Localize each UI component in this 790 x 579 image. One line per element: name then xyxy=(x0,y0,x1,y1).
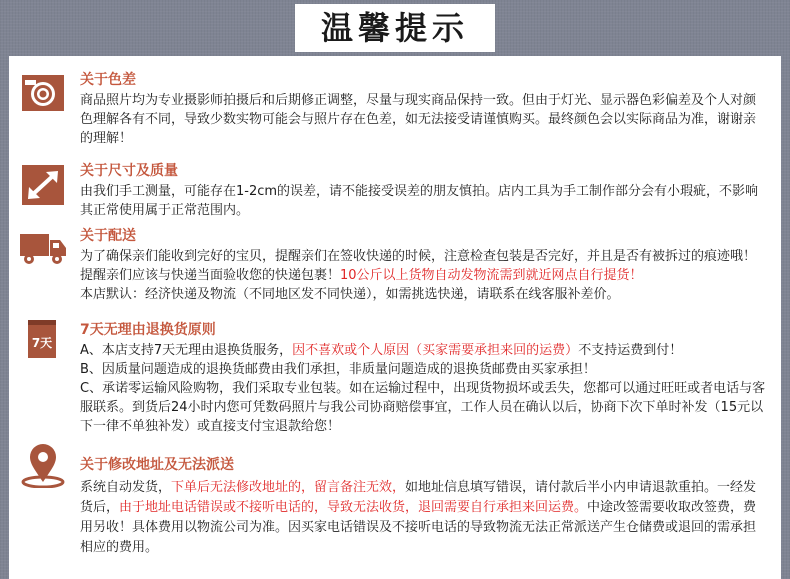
title-banner xyxy=(0,0,790,56)
section-heading: 关于色差 xyxy=(80,72,136,88)
delivery-truck-icon xyxy=(19,224,67,270)
section-text xyxy=(80,247,766,304)
measure-arrow-icon xyxy=(19,162,67,208)
return-rule-a: A、本店支持7天无理由退换货服务， xyxy=(80,343,293,358)
delivery-default: 本店默认：经济快递及物流（不同地区发不同快递），如需挑选快递，请联系在线客服补差价。 xyxy=(80,287,620,302)
address-note-3: 中途改签需要收取改签费，费用另收！具体费用以物流公司为准。因买家电话错误及不接听电话的导致物流无法正常派送产生仓储费或退回的需承担相应的费用。 xyxy=(80,500,757,555)
return-rule-a-warning: 因不喜欢或个人原因（买家需要承担来回的运费） xyxy=(292,343,579,358)
delivery-warning: 10公斤以上货物自动发物流需到就近网点自行提货！ xyxy=(340,268,643,283)
address-note-2: 如地址信息填写错误，请付款后半小内申请退款重拍。一经发货后， xyxy=(80,480,757,515)
section-text: 由我们手工测量，可能存在1-2cm的误差，请不能接受误差的朋友慎拍。店内工具为手工制作部分会有小瑕疵，不影响其正常使用属于正常范围内。 xyxy=(80,184,759,218)
section-heading: 关于配送 xyxy=(80,228,136,244)
return-rule-c: C、承诺零运输风险购物，我们采取专业包装。如在运输过程中，出现货物损坏或丢失，您都可以通过旺旺或者电话与客服联系。到货后24小时内您可凭数码照片与我公司协商赔偿事宜，工作人员在确认以后，协商下次下单时补发（15元以下一律不单独补发）或直接支付宝退款给您！ xyxy=(80,381,766,434)
notice-panel xyxy=(9,56,781,579)
camera-icon xyxy=(19,70,67,116)
calendar-7-icon xyxy=(27,318,57,364)
location-pin-icon xyxy=(19,442,67,488)
section-heading: 关于修改地址及无法派送 xyxy=(80,457,234,473)
section-text: 商品照片均为专业摄影师拍摄后和后期修正调整，尽量与现实商品保持一致。但由于灯光、显示器色彩偏差及个人对颜色理解各有不同，导致少数实物可能会与照片存在色差，如无法接受请谨慎购买。最终颜色会以实际商品为准，谢谢亲的理解！ xyxy=(80,93,757,146)
section-heading: 7天无理由退换货原则 xyxy=(80,322,216,338)
section-text xyxy=(80,478,766,558)
return-rule-a-tail: 不支持运费到付！ xyxy=(578,343,683,358)
section-heading: 关于尺寸及质量 xyxy=(80,163,178,179)
address-warning-2: 由于地址电话错误或不接听电话的，导致无法收货，退回需要自行承担来回运费。 xyxy=(119,500,588,515)
address-warning-1: 下单后无法修改地址的，留言备注无效， xyxy=(171,480,406,495)
page-title: 温馨提示 xyxy=(295,4,495,52)
address-note-1: 系统自动发货， xyxy=(80,480,172,495)
section-text xyxy=(80,341,766,436)
calendar-label: 7天 xyxy=(31,336,53,350)
return-rule-b: B、因质量问题造成的退换货邮费由我们承担，非质量问题造成的退换货邮费由买家承担！ xyxy=(80,362,596,377)
delivery-note: 为了确保亲们能收到完好的宝贝，提醒亲们在签收快递的时候，注意检查包装是否完好，并且是否有被拆过的痕迹哦！提醒亲们应该与快递当面验收您的快递包裹！ xyxy=(80,249,757,283)
